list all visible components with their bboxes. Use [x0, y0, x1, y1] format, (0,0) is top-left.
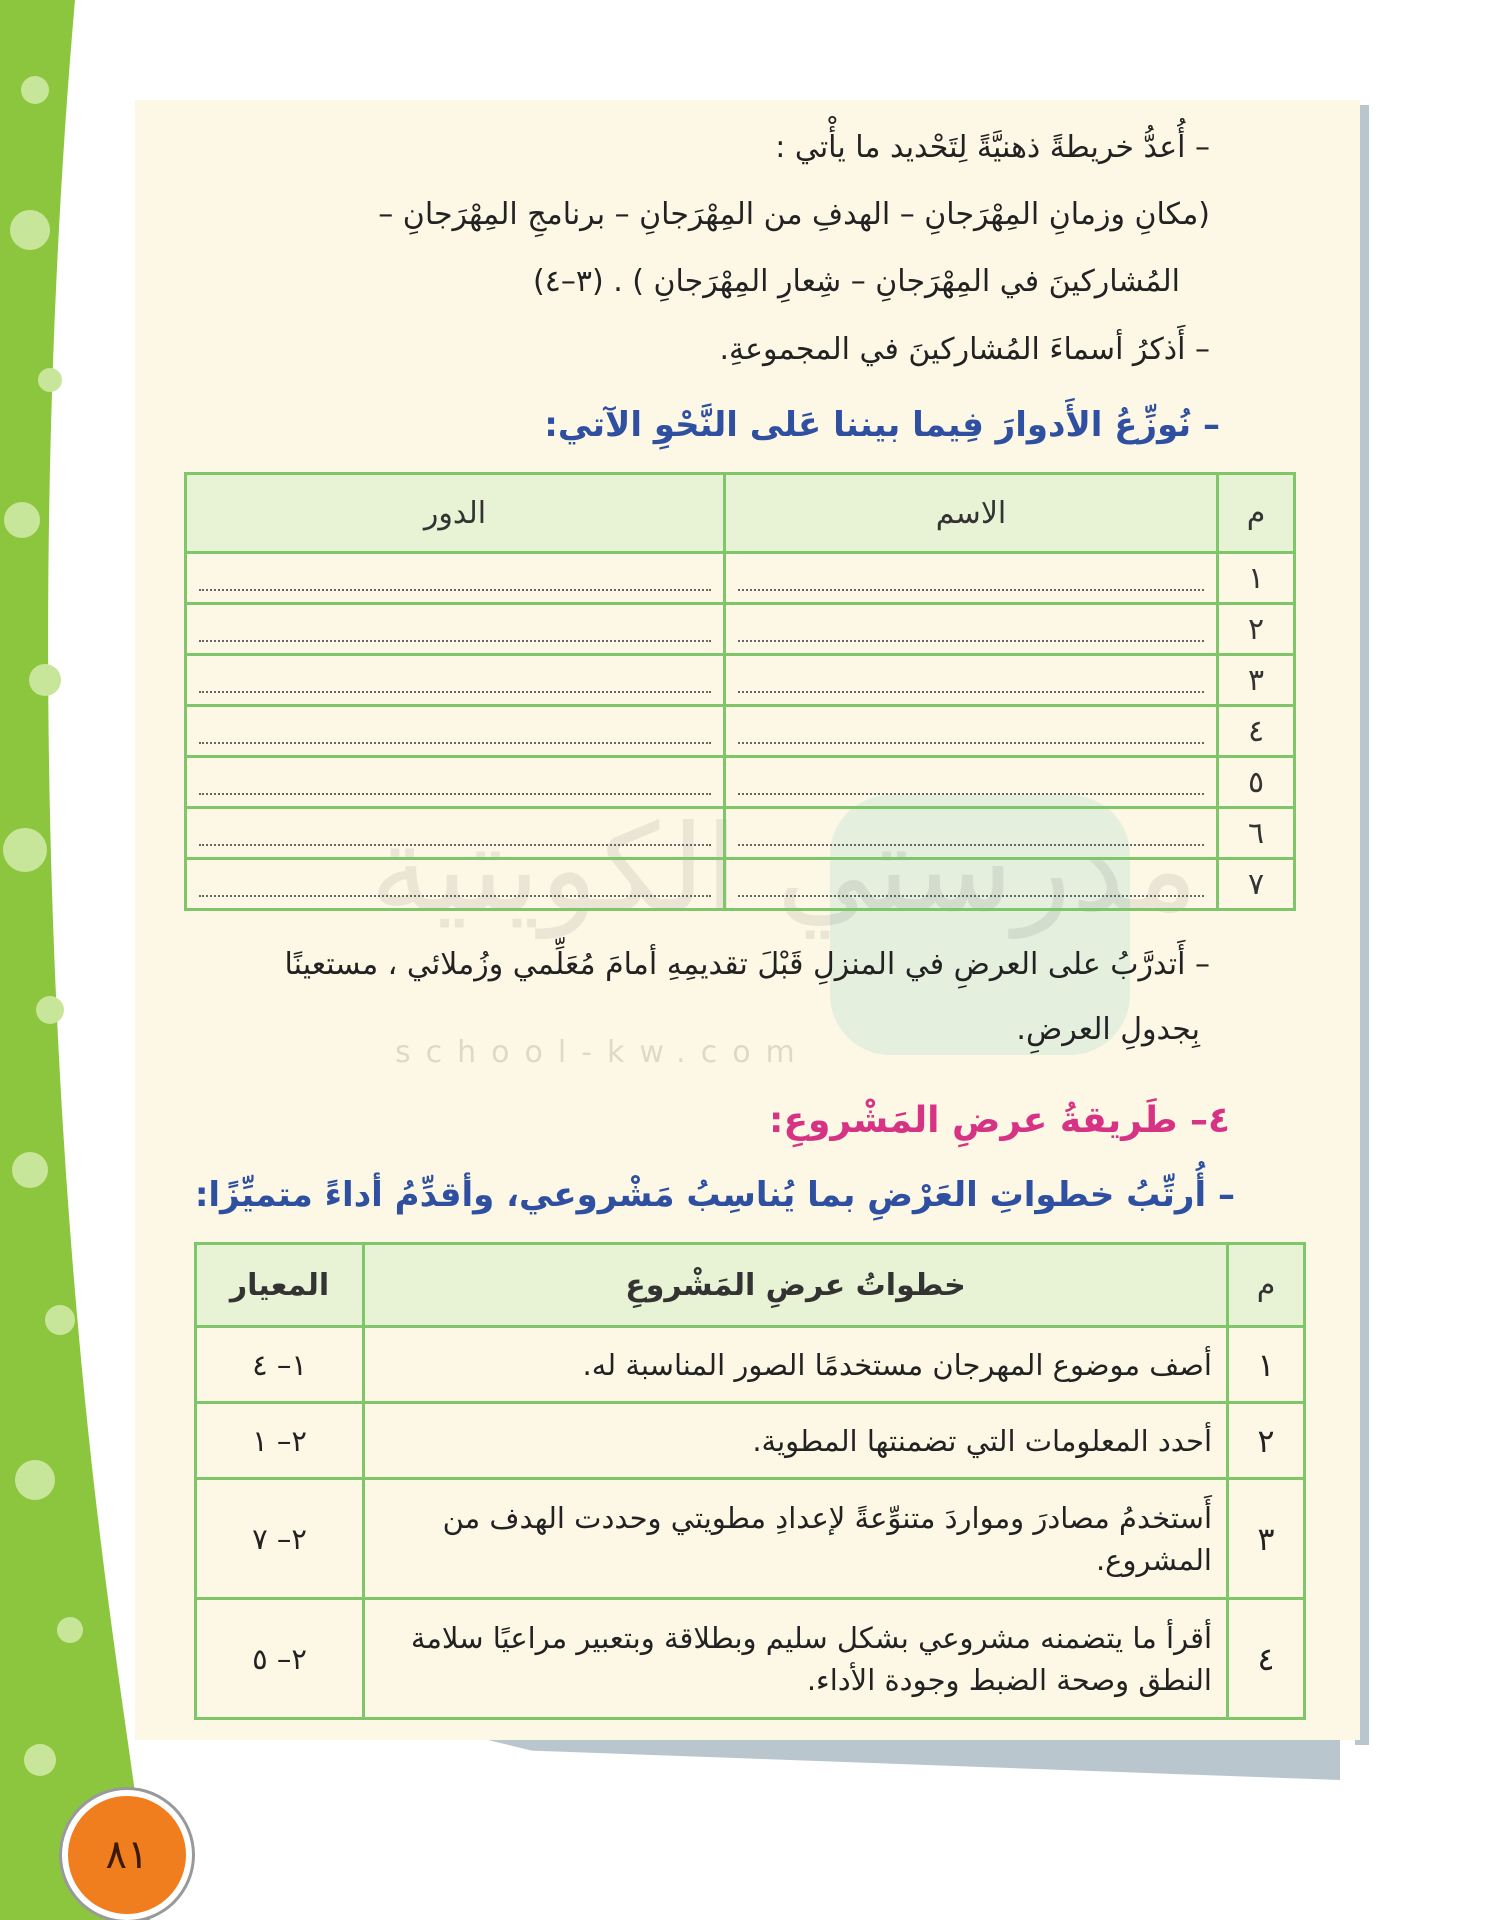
instruction-line-4: – أَذكرُ أسماءَ المُشاركينَ في المجموعةِ. — [719, 332, 1210, 367]
row-number: ٤ — [1218, 706, 1295, 757]
steps-header-num: م — [1228, 1244, 1305, 1327]
page-number-badge — [62, 1790, 192, 1920]
section-heading: ٤– طَريقةُ عرضِ المَشْروعِ: — [769, 1100, 1230, 1141]
watermark-url: school-kw.com — [395, 1035, 810, 1070]
name-blank — [725, 553, 1218, 604]
table-row — [186, 604, 1295, 655]
instruction-line-3: المُشاركينَ في المِهْرَجانِ – شِعارِ المِهْرَجانِ ) . (٣–٤) — [532, 264, 1180, 299]
role-blank — [186, 604, 725, 655]
name-blank — [725, 604, 1218, 655]
instruction-line-2: (مكانِ وزمانِ المِهْرَجانِ – الهدفِ من المِهْرَجانِ – برنامجِ المِهْرَجانِ – — [378, 197, 1210, 232]
panel-shadow-bottom — [480, 1738, 1340, 1780]
role-blank — [186, 655, 725, 706]
step-text: أحدد المعلومات التي تضمنتها المطوية. — [364, 1403, 1228, 1479]
role-blank — [186, 553, 725, 604]
table-row — [186, 757, 1295, 808]
table-row — [186, 553, 1295, 604]
row-number: ٣ — [1218, 655, 1295, 706]
row-number: ٢ — [1218, 604, 1295, 655]
table-row — [186, 706, 1295, 757]
role-blank — [186, 706, 725, 757]
step-text: أقرأ ما يتضمنه مشروعي بشكل سليم وبطلاقة وبتعبير مراعيًا سلامة النطق وصحة الضبط وجودة الأداء. — [364, 1599, 1228, 1719]
step-text: أصف موضوع المهرجان مستخدمًا الصور المناسبة له. — [364, 1327, 1228, 1403]
table-row — [186, 859, 1295, 910]
steps-header-step: خطواتُ عرضِ المَشْروعِ — [364, 1244, 1228, 1327]
name-blank — [725, 757, 1218, 808]
step-criterion: ٢– ٧ — [196, 1479, 364, 1599]
row-number: ١ — [1218, 553, 1295, 604]
steps-heading: – أُرتِّبُ خطواتِ العَرْضِ بما يُناسِبُ مَشْروعي، وأقدِّمُ أداءً متميِّزًا: — [194, 1175, 1235, 1215]
steps-header-criterion: المعيار — [196, 1244, 364, 1327]
step-criterion: ١– ٤ — [196, 1327, 364, 1403]
name-blank — [725, 808, 1218, 859]
step-number: ٤ — [1228, 1599, 1305, 1719]
table-row — [196, 1479, 1305, 1599]
decorative-leaf-border — [0, 0, 150, 1920]
role-blank — [186, 757, 725, 808]
row-number: ٧ — [1218, 859, 1295, 910]
step-number: ٣ — [1228, 1479, 1305, 1599]
watermark-text: مدرستي الكويتية — [370, 800, 1199, 939]
practice-line-2: بِجدولِ العرضِ. — [1016, 1012, 1200, 1047]
row-number: ٥ — [1218, 757, 1295, 808]
table-row — [196, 1327, 1305, 1403]
instruction-line-1: – أُعدُّ خريطةً ذهنيَّةً لِتَحْديد ما يأْتي : — [775, 130, 1210, 165]
role-blank — [186, 859, 725, 910]
roles-header-num: م — [1218, 474, 1295, 553]
page-number: ٨١ — [105, 1832, 149, 1878]
practice-line-1: – أَتدرَّبُ على العرضِ في المنزلِ قَبْلَ تقديمِهِ أمامَ مُعَلِّمي وزُملائي ، مستعينًا — [284, 947, 1210, 982]
name-blank — [725, 859, 1218, 910]
steps-table — [194, 1242, 1306, 1720]
roles-header-name: الاسم — [725, 474, 1218, 553]
table-row — [186, 655, 1295, 706]
roles-header-role: الدور — [186, 474, 725, 553]
step-criterion: ٢– ١ — [196, 1403, 364, 1479]
name-blank — [725, 706, 1218, 757]
role-blank — [186, 808, 725, 859]
step-number: ١ — [1228, 1327, 1305, 1403]
step-text: أَستخدمُ مصادرَ ومواردَ متنوِّعةً لإعدادِ مطويتي وحددت الهدف من المشروع. — [364, 1479, 1228, 1599]
step-criterion: ٢– ٥ — [196, 1599, 364, 1719]
table-row — [196, 1403, 1305, 1479]
roles-table — [184, 472, 1296, 911]
step-number: ٢ — [1228, 1403, 1305, 1479]
table-row — [196, 1599, 1305, 1719]
row-number: ٦ — [1218, 808, 1295, 859]
name-blank — [725, 655, 1218, 706]
roles-heading: – نُوزِّعُ الأَدوارَ فِيما بيننا عَلى النَّحْوِ الآتي: — [544, 405, 1220, 445]
table-row — [186, 808, 1295, 859]
